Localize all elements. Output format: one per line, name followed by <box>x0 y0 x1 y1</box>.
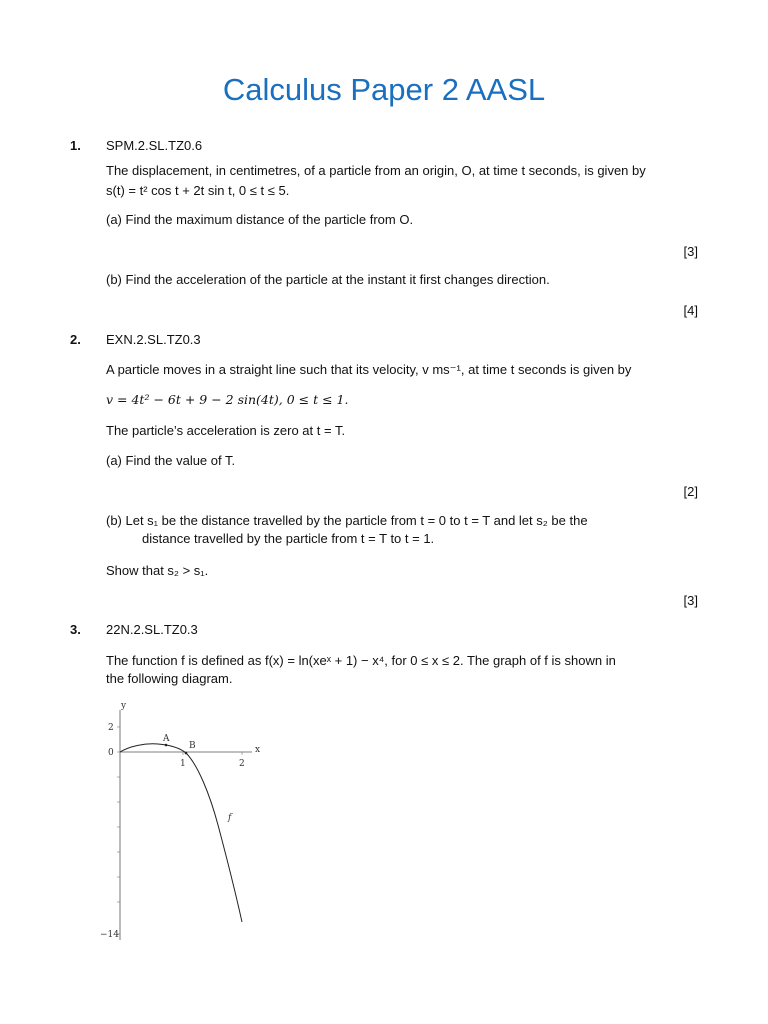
question-3-number: 3. <box>70 622 81 637</box>
point-label-a: A <box>163 734 170 744</box>
question-2-part-b-line3: Show that s₂ > s₁. <box>106 563 209 578</box>
question-1-part-a: (a) Find the maximum distance of the particle from O. <box>106 212 414 227</box>
point-b <box>185 752 188 755</box>
question-2-intro-line3: The particle’s acceleration is zero at t = T. <box>106 423 346 438</box>
y-tick-label-minus-14: −14 <box>100 930 119 940</box>
question-3-code: 22N.2.SL.TZ0.3 <box>106 622 198 637</box>
question-1-number: 1. <box>70 138 81 153</box>
question-2-intro-line1: A particle moves in a straight line such that its velocity, v ms⁻¹, at time t seconds is given by <box>106 362 632 377</box>
question-1-mark-b: [4] <box>683 303 698 318</box>
y-tick-label-0: 0 <box>108 748 114 758</box>
question-2-mark-a: [2] <box>683 484 698 499</box>
function-graph <box>100 700 280 950</box>
point-label-b: B <box>189 741 196 751</box>
point-a <box>165 744 168 747</box>
curve-label-f: f <box>228 813 232 823</box>
y-tick-label-2: 2 <box>108 723 114 733</box>
y-axis-label: y <box>121 701 127 711</box>
x-tick-label-2: 2 <box>239 759 245 769</box>
x-axis-label: x <box>255 745 261 755</box>
question-2-mark-b: [3] <box>683 593 698 608</box>
question-1-mark-a: [3] <box>683 244 698 259</box>
question-1-code: SPM.2.SL.TZ0.6 <box>106 138 203 153</box>
question-3-intro-line1: The function f is defined as f(x) = ln(xeˣ + 1) − x⁴, for 0 ≤ x ≤ 2. The graph of f is shown in <box>106 653 616 668</box>
y-axis-ticks <box>117 727 120 934</box>
curve-f <box>120 744 242 922</box>
question-1-intro-line2: s(t) = t² cos t + 2t sin t, 0 ≤ t ≤ 5. <box>106 183 290 198</box>
question-3-intro-line2: the following diagram. <box>106 671 233 686</box>
question-2-velocity-equation: v = 4t² − 6t + 9 − 2 sin(4t), 0 ≤ t ≤ 1. <box>106 392 349 407</box>
question-2-part-b-line1: (b) Let s₁ be the distance travelled by the particle from t = 0 to t = T and let s₂ be the <box>106 513 588 528</box>
x-axis-ticks <box>183 752 242 755</box>
question-1-part-b: (b) Find the acceleration of the particle at the instant it first changes direction. <box>106 272 550 287</box>
question-2-number: 2. <box>70 332 81 347</box>
question-2-part-b-line2: distance travelled by the particle from t = T to t = 1. <box>142 531 435 546</box>
x-tick-label-1: 1 <box>180 759 186 769</box>
page-title: Calculus Paper 2 AASL <box>222 72 546 107</box>
question-2-part-a: (a) Find the value of T. <box>106 453 236 468</box>
question-1-intro-line1: The displacement, in centimetres, of a particle from an origin, O, at time t seconds, is given by <box>106 163 646 178</box>
question-2-code: EXN.2.SL.TZ0.3 <box>106 332 201 347</box>
